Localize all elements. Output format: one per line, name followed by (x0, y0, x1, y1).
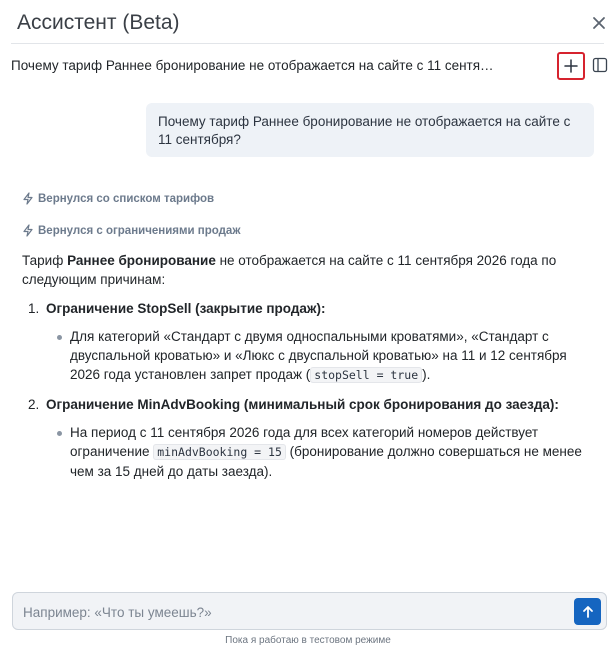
sub-list-item (46, 423, 594, 481)
toggle-sidebar-button[interactable] (592, 57, 608, 73)
list-item-title: Ограничение StopSell (закрытие продаж): (46, 301, 326, 316)
sub-list-item (46, 327, 594, 385)
page-title: Ассистент (Beta) (17, 11, 180, 34)
reasons-list (22, 299, 594, 481)
list-item-title: Ограничение MinAdvBooking (минимальный срок бронирования до заезда): (46, 397, 559, 412)
answer-intro-text: Тариф (22, 253, 68, 268)
header-divider (11, 43, 604, 44)
bullet-text: ). (422, 367, 431, 382)
sub-list (46, 423, 594, 481)
new-chat-button[interactable] (557, 52, 585, 80)
arrow-up-icon (581, 605, 595, 619)
inline-code: minAdvBooking = 15 (153, 444, 286, 460)
answer-intro-text: не отображается на сайте с 11 сентября 2026 года по следующим причинам: (22, 253, 557, 287)
bullet-text: На период с 11 сентября 2026 года для всех категорий номеров действует ограничение (70, 425, 539, 459)
sidebar-panel-icon (592, 57, 608, 73)
close-icon (590, 14, 608, 32)
list-item-number: 1. (28, 301, 40, 316)
list-item-number: 2. (28, 397, 40, 412)
inline-code: stopSell = true (310, 367, 422, 383)
tool-result-label: Вернулся с ограничениями продаж (38, 224, 241, 237)
sub-list (46, 327, 594, 385)
plus-icon (563, 58, 579, 74)
send-button[interactable] (574, 598, 601, 625)
test-mode-note: Пока я работаю в тестовом режиме (225, 635, 391, 646)
answer-intro-bold: Раннее бронирование (67, 253, 216, 268)
bullet-text: (бронирование должно совершаться не менее чем за 15 дней до даты заезда). (70, 444, 582, 479)
lightning-icon (22, 224, 34, 237)
bullet-text: Для категорий «Стандарт с двумя односпальными кроватями», «Стандарт с двуспальной кроватью» и «Люкс с двуспальной кроватью» на 11 и 12 сентября 2026 года установлен запрет продаж ( (70, 329, 567, 382)
assistant-answer (22, 251, 594, 491)
lightning-icon (22, 192, 34, 205)
message-composer (12, 592, 607, 630)
close-button[interactable] (590, 14, 608, 32)
user-message-bubble: Почему тариф Раннее бронирование не отображается на сайте с 11 сентября? (146, 103, 594, 157)
assistant-header (0, 0, 616, 44)
list-item (22, 299, 594, 385)
list-item (22, 395, 594, 481)
tool-result-label: Вернулся со списком тарифов (38, 192, 215, 205)
answer-intro (22, 251, 594, 289)
tool-result-tariffs[interactable] (22, 192, 214, 205)
message-input[interactable] (23, 602, 563, 622)
chat-title: Почему тариф Раннее бронирование не отображается на сайте с 11 сентя… (11, 58, 494, 73)
tool-result-restrictions[interactable] (22, 224, 240, 237)
